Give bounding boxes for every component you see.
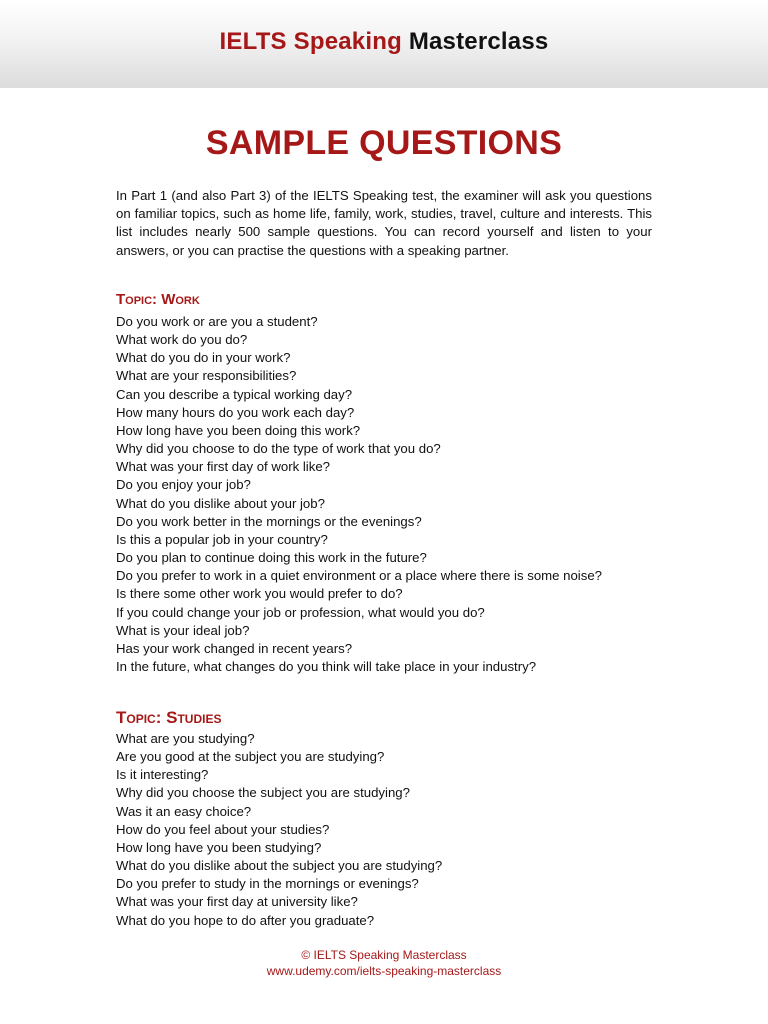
question-item: What do you do in your work? [116,350,291,366]
question-item: What was your first day of work like? [116,459,331,475]
document-title: SAMPLE QUESTIONS [205,124,563,162]
question-item: Can you describe a typical working day? [116,386,353,402]
question-item: How do you feel about your studies? [116,821,330,837]
question-item: Is it interesting? [116,767,209,783]
question-item: What is your ideal job? [116,622,250,638]
question-item: Why did you choose to do the type of work that you do? [116,441,441,457]
question-item: Do you plan to continue doing this work in the future? [116,550,427,566]
question-item: What was your first day at university like? [116,894,358,910]
question-item: How long have you been studying? [116,839,322,855]
header-title [0,28,768,56]
question-item: In the future, what changes do you think will take place in your industry? [116,658,537,674]
page-footer [0,948,768,979]
question-item: How long have you been doing this work? [116,422,361,438]
question-item: Do you prefer to study in the mornings or evenings? [116,876,419,892]
question-item: Do you work or are you a student? [116,314,318,329]
question-item: If you could change your job or profession, what would you do? [116,604,485,620]
question-item: Is this a popular job in your country? [116,531,328,547]
question-item: Do you prefer to work in a quiet environment or a place where there is some noise? [116,568,602,584]
question-item: What do you dislike about your job? [116,495,325,511]
question-item: What are you studying? [116,731,255,746]
question-item: What are your responsibilities? [116,368,297,384]
question-item: Do you work better in the mornings or the evenings? [116,513,422,529]
question-item: Why did you choose the subject you are studying? [116,785,410,801]
question-item: Is there some other work you would prefer to do? [116,586,403,602]
question-item: Was it an easy choice? [116,803,252,819]
footer-url-link[interactable]: www.udemy.com/ielts-speaking-masterclass [266,963,502,978]
question-item: Has your work changed in recent years? [116,640,353,656]
question-item: What do you hope to do after you graduate? [116,912,375,928]
topic-heading-work: Topic: Work [116,291,200,308]
header-title-brand: IELTS Speaking [219,28,402,55]
footer-copyright: © IELTS Speaking Masterclass [301,948,467,962]
question-list-studies [116,730,442,930]
question-list-work [116,313,602,676]
question-item: Do you enjoy your job? [116,477,251,493]
question-item: What work do you do? [116,332,248,348]
page-header [0,0,768,88]
question-item: How many hours do you work each day? [116,404,355,420]
question-item: Are you good at the subject you are studying? [116,749,385,765]
intro-paragraph: In Part 1 (and also Part 3) of the IELTS Speaking test, the examiner will ask you questions on familiar topics, such as home life, family, work, studies, travel, culture and interests. This list includes nearly 500 sample questions. You can record yourself and listen to your answers, or you can practise the questions with a speaking partner. [116,188,652,258]
topic-heading-studies: Topic: Studies [116,708,222,727]
header-title-suffix: Masterclass [408,28,549,55]
question-item: What do you dislike about the subject you are studying? [116,858,443,874]
